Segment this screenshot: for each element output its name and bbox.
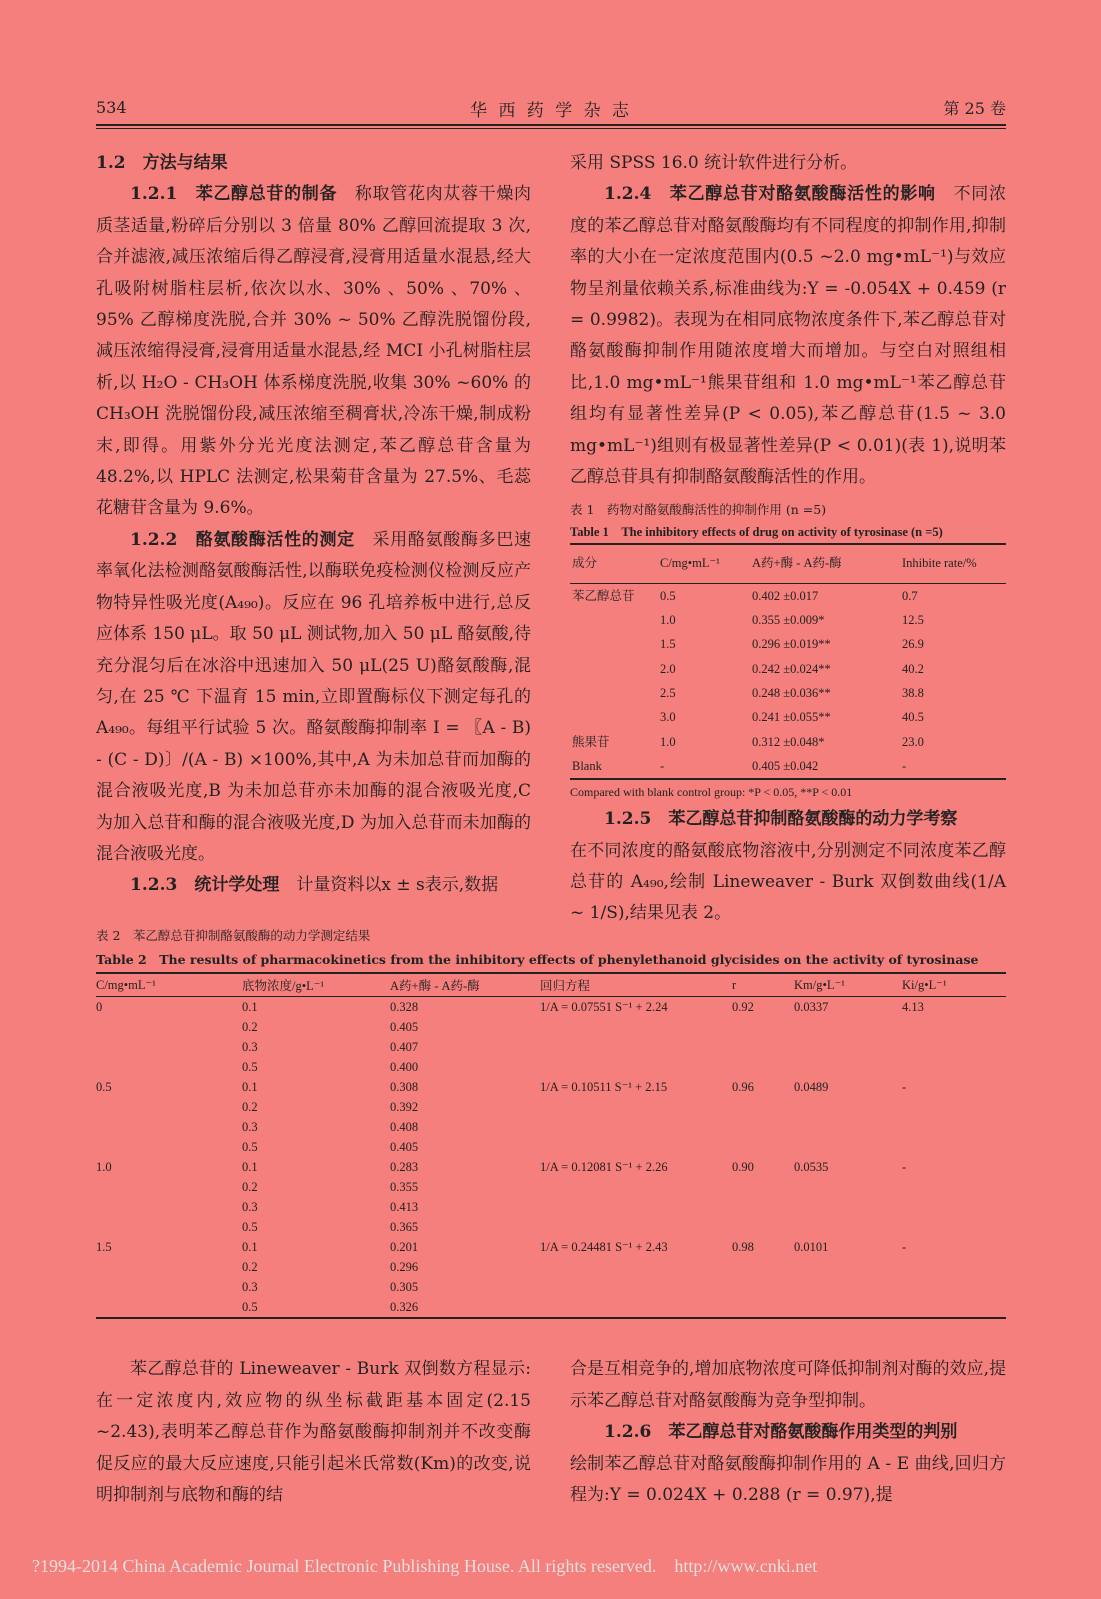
table-1-cell: 1.0 [660,734,676,749]
paragraph-1-2-2 [96,525,531,870]
table-1-row [570,632,1006,656]
table-1-cell: 0.7 [902,588,918,603]
table-1-row [570,583,1006,608]
table-2-row [96,1037,1006,1057]
table-2-cell [540,1297,732,1318]
table-2-cell [96,1037,242,1057]
table-2-title: The results of pharmacokinetics from the inhibitory effects of phenylethanoid glycisides on the activity of tyrosinase [159,952,979,967]
left-column [96,148,531,902]
table-1-cell: 0.248 ±0.036** [752,686,831,701]
paragraph-continued: 采用 SPSS 16.0 统计软件进行分析。 [570,153,858,173]
table-1-header: 成分 [570,544,658,583]
table-2-cell: 0.326 [390,1297,540,1318]
table-2-header-row [96,973,1006,997]
table-2-cell: 0.3 [242,1120,258,1134]
table-2-cell [96,1177,242,1197]
header-rule-thin [96,128,1006,129]
paragraph-1-2-2-text: 采用酪氨酸酶多巴速率氧化法检测酪氨酸酶活性,以酶联免疫检测仪检测反应产物特异性吸光度(A₄₉₀)。反应在 96 孔培养板中进行,总反应体系 150 μL。取 50 μL 测试物,加入 50 μL 酪氨酸,待充分混匀后在冰浴中迅速加入 50 μL(25 U)酪氨酸酶,混匀,在 25 ℃ 下温育 15 min,立即置酶标仪下测定每孔的 A₄₉₀。每组平行试验 5 次。酪氨酸酶抑制率 I = 〖A - B) - (C - D)〕/(A - B) ×100%,其中,A 为未加总苷而加酶的混合液吸光度,B 为未加总苷亦未加酶的混合液吸光度,C 为加入总苷和酶的混合液吸光度,D 为加入总苷而未加酶的混合液吸光度。 [96,529,531,864]
table-2-cell [902,1197,1006,1217]
copyright-footer: ?1994-2014 China Academic Journal Electronic Publishing House. All rights reserved. http://www.cnki.net [32,1556,818,1576]
table-2-cell [540,1257,732,1277]
table-2-cell [540,1277,732,1297]
table-1-row [570,730,1006,754]
table-2-cell [732,1137,794,1157]
table-1-cell: 38.8 [902,686,924,701]
table-1-row [570,608,1006,632]
table-2-cell: 0.305 [390,1280,419,1294]
section-heading-1-2: 1.2 方法与结果 [96,153,228,173]
table-1-cell [570,608,658,632]
table-2-cell: 4.13 [902,1000,924,1014]
table-2-row [96,1297,1006,1318]
table-1-cell: 0.402 ±0.017 [752,588,819,603]
table-1-cell: 23.0 [902,734,924,749]
section-heading-1-2-5: 1.2.5 苯乙醇总苷抑制酪氨酸酶的动力学考察 [604,809,958,830]
table-1-cell: Blank [570,754,658,779]
table-1-note: Compared with blank control group: *P < 0.05, **P < 0.01 [570,785,853,800]
table-1-cell: 0.242 ±0.024** [752,661,831,676]
table-1-header: A药+酶 - A药-酶 [750,544,900,583]
table-2-cell: 0.1 [242,1080,258,1094]
section-heading-1-2-4: 1.2.4 苯乙醇总苷对酪氨酸酶活性的影响 [604,184,936,205]
table-1-cell: 0.241 ±0.055** [752,710,831,725]
table-2-row [96,1217,1006,1237]
paragraph-1-2-6-text: 绘制苯乙醇总苷对酪氨酸酶抑制作用的 A - E 曲线,回归方程为:Y = 0.024X + 0.288 (r = 0.97),提 [570,1453,1006,1505]
table-2-cell [540,1177,732,1197]
table-2-cell [96,1297,242,1318]
table-2-cell: 0.400 [390,1060,419,1074]
table-1-header-row [570,544,1006,583]
table-2-cell [794,1277,902,1297]
paragraph-1-2-5 [570,804,1006,835]
table-1-cell: - [658,754,750,779]
table-2-cell [96,1097,242,1117]
table-1-cell: 0.405 ±0.042 [750,754,900,779]
table-2-cell [540,1137,732,1157]
table-2-cell: 0.413 [390,1200,419,1214]
table-2-cell: 0.0489 [794,1080,829,1094]
table-2-cell [902,1117,1006,1137]
table-2-cell [732,1097,794,1117]
paragraph-competitive: 合是互相竞争的,增加底物浓度可降低抑制剂对酶的效应,提示苯乙醇总苷对酪氨酸酶为竞争型抑制。 [570,1359,1006,1411]
table-2-cell [732,1037,794,1057]
table-2-header: r [732,973,794,997]
paragraph-1-2-3-text: 计量资料以x ± s表示,数据 [296,875,499,896]
table-1-cell: 40.5 [902,710,924,725]
table-2-cell: 0.0337 [794,1000,829,1014]
table-2-row [96,997,1006,1018]
table-1-cell: 0.5 [660,588,676,603]
table-2-cell: 0.3 [242,1280,258,1294]
table-2-cell [902,1257,1006,1277]
table-2-cell [732,1177,794,1197]
table-2-cell: - [902,1160,907,1174]
table-2-cell: 1/A = 0.07551 S⁻¹ + 2.24 [540,1000,668,1014]
table-1-cell: 0.312 ±0.048* [752,734,825,749]
table-2-cell: 1/A = 0.10511 S⁻¹ + 2.15 [540,1080,668,1094]
paragraph-1-2-4-text: 不同浓度的苯乙醇总苷对酪氨酸酶均有不同程度的抑制作用,抑制率的大小在一定浓度范围内(0.5 ~2.0 mg•mL⁻¹)与效应物呈剂量依赖关系,标准曲线为:Y = -0.054X + 0.459 (r = 0.9982)。表现为在相同底物浓度条件下,苯乙醇总苷对酪氨酸酶抑制作用随浓度增大而增加。与空白对照组相比,1.0 mg•mL⁻¹熊果苷组和 1.0 mg•mL⁻¹苯乙醇总苷组均有显著性差异(P < 0.05),苯乙醇总苷(1.5 ~ 3.0 mg•mL⁻¹)组则有极显著性差异(P < 0.01)(表 1),说明苯乙醇总苷具有抑制酪氨酸酶活性的作用。 [570,184,1006,488]
bottom-left-column [96,1354,531,1512]
table-1-cell [570,657,658,681]
table-2-cell: 0.5 [242,1220,258,1234]
table-2-cell [732,1257,794,1277]
table-2-cell [96,1017,242,1037]
table-2-grid [96,972,1006,1319]
table-1-cell: 熊果苷 [572,734,610,749]
table-2-row [96,1117,1006,1137]
table-2-cell [794,1257,902,1277]
table-2-cell: 1.5 [96,1240,112,1254]
right-column [570,148,1006,930]
table-2-cell: 0.90 [732,1160,754,1174]
paragraph-1-2-5-text: 在不同浓度的酪氨酸底物溶液中,分别测定不同浓度苯乙醇总苷的 A₄₉₀,绘制 Lineweaver - Burk 双倒数曲线(1/A ~ 1/S),结果见表 2。 [570,840,1006,924]
table-2-cell: 1.0 [96,1160,112,1174]
table-2-cell: - [902,1080,907,1094]
table-1-row [570,754,1006,779]
table-2-cell: 0.3 [242,1040,258,1054]
table-2-row [96,1157,1006,1177]
table-2-header: 回归方程 [540,973,732,997]
table-2-cell [96,1217,242,1237]
table-2-cell [794,1297,902,1318]
paragraph-lineweaver: 苯乙醇总苷的 Lineweaver - Burk 双倒数方程显示:在一定浓度内,效应物的纵坐标截距基本固定(2.15 ~2.43),表明苯乙醇总苷作为酪氨酸酶抑制剂并不改变酶促反应的最大反应速度,只能引起米氏常数(Km)的改变,说明抑制剂与底物和酶的结 [96,1359,531,1505]
table-2-cell [794,1137,902,1157]
table-2-cell: 0.407 [390,1040,419,1054]
table-2-cell: 0 [96,1000,103,1014]
table-1-cell [570,632,658,656]
table-2-row [96,1077,1006,1097]
table-2-row [96,1137,1006,1157]
header-rule-thick [96,124,1006,126]
table-1-cell: 苯乙醇总苷 [572,588,635,603]
table-2-cell: 0.2 [242,1020,258,1034]
table-2-cell: 0.5 [242,1140,258,1154]
table-1-cell: 2.5 [660,686,676,701]
paragraph-1-2-3 [96,870,531,901]
table-2-row [96,1177,1006,1197]
table-1-header: Inhibite rate/% [900,544,1006,583]
table-2-cell [540,1017,732,1037]
table-2-cell: 0.365 [390,1220,419,1234]
table-2-cell [96,1117,242,1137]
table-2-header: Km/g•L⁻¹ [794,973,902,997]
table-2-cell [794,1017,902,1037]
table-2-cell [794,1037,902,1057]
table-1-cell: 0.296 ±0.019** [752,637,831,652]
table-2-cell [902,1137,1006,1157]
table-2-cell: - [902,1240,907,1254]
table-1-cell [570,705,658,729]
table-1-header: C/mg•mL⁻¹ [658,544,750,583]
section-heading-1-2-2: 1.2.2 酪氨酸酶活性的测定 [130,529,355,550]
paragraph-1-2-1-text: 称取管花肉苁蓉干燥肉质茎适量,粉碎后分别以 3 倍量 80% 乙醇回流提取 3 次,合并滤液,减压浓缩后得乙醇浸膏,浸膏用适量水混悬,经大孔吸附树脂柱层析,依次以水、30% 、50% 、70% 、95% 乙醇梯度洗脱,合并 30% ~ 50% 乙醇洗脱馏份段,减压浓缩得浸膏,浸膏用适量水混悬,经 MCI 小孔树脂柱层析,以 H₂O - CH₃OH 体系梯度洗脱,收集 30% ~60% 的 CH₃OH 洗脱馏份段,减压浓缩至稠膏状,冷冻干燥,制成粉末,即得。用紫外分光光度法测定,苯乙醇总苷含量为 48.2%,以 HPLC 法测定,松果菊苷含量为 27.5%、毛蕊花糖苷含量为 9.6%。 [96,184,532,519]
table-2-cell [794,1117,902,1137]
table-2-cell: 0.5 [96,1080,112,1094]
journal-title: 华 西 药 学 杂 志 [469,101,633,121]
table-1-row [570,657,1006,681]
bottom-right-column [570,1354,1006,1512]
table-2-row [96,1257,1006,1277]
table-2-cell: 0.308 [390,1080,419,1094]
table-2-header: C/mg•mL⁻¹ [96,973,242,997]
table-2-cell [732,1277,794,1297]
table-2-cell [96,1197,242,1217]
table-2-cell: 0.98 [732,1240,754,1254]
table-2-cell [732,1017,794,1037]
table-2-cell [540,1037,732,1057]
table-2-cell: 0.283 [390,1160,419,1174]
table-2-cell: 1/A = 0.24481 S⁻¹ + 2.43 [540,1240,668,1254]
table-2-cell: 0.355 [390,1180,419,1194]
table-2-caption-cn: 表 2 苯乙醇总苷抑制酪氨酸酶的动力学测定结果 [96,928,371,943]
table-2-cell: 1/A = 0.12081 S⁻¹ + 2.26 [540,1160,668,1174]
table-2-cell: 0.1 [242,1000,258,1014]
table-1-cell: 40.2 [902,661,924,676]
table-1-cell: 0.355 ±0.009* [752,613,825,628]
table-2-cell [902,1037,1006,1057]
table-1-cell: 3.0 [660,710,676,725]
table-1-cell: 1.0 [660,613,676,628]
table-1 [570,499,1006,804]
table-1-cell: 26.9 [902,637,924,652]
table-2-cell [540,1097,732,1117]
table-1-label: Table 1 [570,525,609,540]
table-2-cell [540,1117,732,1137]
table-2-cell: 0.392 [390,1100,419,1114]
table-2-cell: 0.408 [390,1120,419,1134]
table-2-header: A药+酶 - A药-酶 [390,973,540,997]
table-1-title: The inhibitory effects of drug on activity of tyrosinase (n =5) [621,525,943,540]
table-2-cell [732,1117,794,1137]
table-2 [96,924,1006,1319]
section-heading-1-2-1: 1.2.1 苯乙醇总苷的制备 [130,184,338,205]
table-2-cell [902,1177,1006,1197]
table-2-cell: 0.296 [390,1260,419,1274]
table-2-cell [794,1217,902,1237]
paragraph-1-2-4 [570,179,1006,493]
table-2-cell [902,1277,1006,1297]
table-2-caption-en [96,948,1006,972]
table-2-cell: 0.405 [390,1140,419,1154]
table-2-row [96,1057,1006,1077]
table-2-cell [540,1217,732,1237]
table-1-row [570,681,1006,705]
table-2-cell: 0.1 [242,1240,258,1254]
table-2-cell: 0.5 [242,1297,390,1318]
table-2-cell [96,1257,242,1277]
table-1-cell: 2.0 [660,661,676,676]
table-2-cell [540,1057,732,1077]
table-1-row [570,705,1006,729]
table-1-cell: - [900,754,1006,779]
table-2-cell [96,1277,242,1297]
volume-label: 第 25 卷 [943,99,1006,118]
table-2-cell [902,1097,1006,1117]
table-2-cell [794,1177,902,1197]
table-2-header: Ki/g•L⁻¹ [902,973,1006,997]
table-2-cell: 0.201 [390,1240,419,1254]
page-number: 534 [96,98,127,117]
table-2-cell [540,1197,732,1217]
table-1-cell: 1.5 [660,637,676,652]
table-2-row [96,1097,1006,1117]
table-2-cell [732,1217,794,1237]
table-2-cell: 0.0101 [794,1240,829,1254]
table-2-cell: 0.328 [390,1000,419,1014]
table-1-grid [570,543,1006,780]
table-2-row [96,1237,1006,1257]
table-2-cell [794,1097,902,1117]
table-2-cell [794,1197,902,1217]
table-2-cell [96,1137,242,1157]
table-2-label: Table 2 [96,952,147,967]
table-1-cell [570,681,658,705]
table-2-cell: 0.3 [242,1200,258,1214]
paragraph-1-2-6 [570,1417,1006,1449]
table-2-cell: 0.405 [390,1020,419,1034]
table-2-cell: 0.96 [732,1080,754,1094]
paragraph-1-2-1 [96,179,531,524]
table-1-caption-en [570,521,1006,543]
table-2-cell [96,1057,242,1077]
table-2-row [96,1017,1006,1037]
table-2-cell: 0.2 [242,1180,258,1194]
table-2-cell: 0.5 [242,1060,258,1074]
table-2-cell [902,1017,1006,1037]
section-heading-1-2-6: 1.2.6 苯乙醇总苷对酪氨酸酶作用类型的判别 [604,1422,958,1442]
table-2-header: 底物浓度/g•L⁻¹ [242,973,390,997]
table-2-row [96,1277,1006,1297]
table-2-cell: 0.92 [732,1000,754,1014]
table-2-cell: 0.2 [242,1100,258,1114]
table-2-cell [794,1057,902,1077]
table-2-cell: 0.2 [242,1260,258,1274]
table-2-cell [902,1297,1006,1318]
table-2-cell [902,1217,1006,1237]
running-header [96,96,1006,122]
table-2-cell [902,1057,1006,1077]
table-1-caption-cn: 表 1 药物对酪氨酸酶活性的抑制作用 (n =5) [570,502,827,518]
table-2-cell [732,1057,794,1077]
table-2-cell [732,1197,794,1217]
table-1-cell: 12.5 [902,613,924,628]
table-2-row [96,1197,1006,1217]
table-2-cell: 0.0535 [794,1160,829,1174]
section-heading-1-2-3: 1.2.3 统计学处理 [130,875,280,896]
table-2-cell: 0.1 [242,1160,258,1174]
table-2-cell [732,1297,794,1318]
